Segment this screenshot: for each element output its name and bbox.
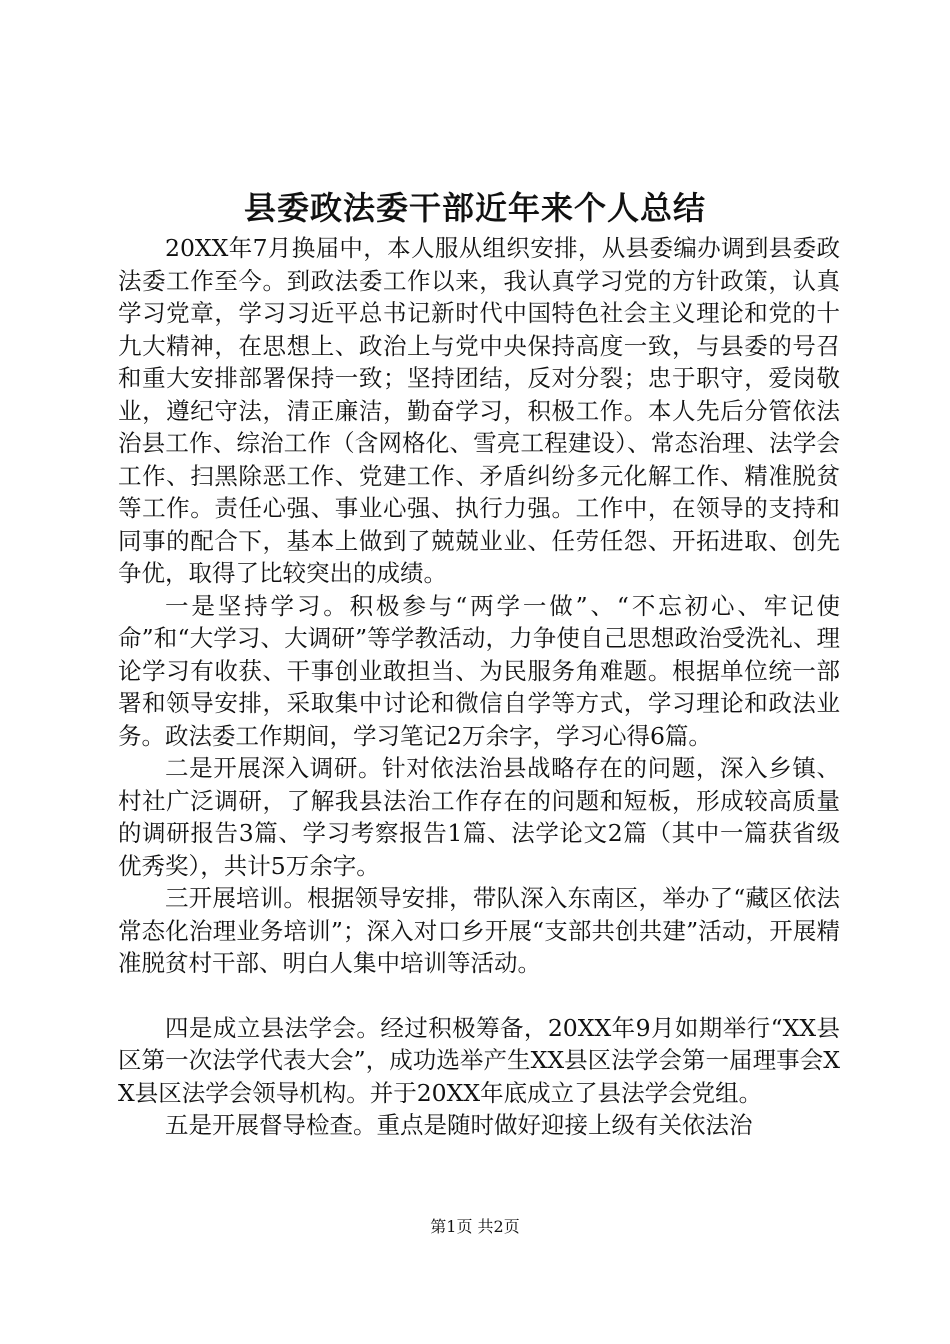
- document-title: 县委政法委干部近年来个人总结: [243, 189, 706, 227]
- paragraph-research: 二是开展深入调研。针对依法治县战略存在的问题，深入乡镇、村社广泛调研，了解我县法治工作存在的问题和短板，形成较高质量的调研报告3篇、学习考察报告1篇、法学论文2篇（其中一篇获省级优秀奖），共计5万余字。: [118, 754, 840, 880]
- paragraph-intro: 20XX年7月换届中，本人服从组织安排，从县委编办调到县委政法委工作至今。到政法委工作以来，我认真学习党的方针政策，认真学习党章，学习习近平总书记新时代中国特色社会主义理论和党的十九大精神，在思想上、政治上与党中央保持高度一致，与县委的号召和重大安排部署保持一致；坚持团结，反对分裂；忠于职守，爱岗敬业，遵纪守法，清正廉洁，勤奋学习，积极工作。本人先后分管依法治县工作、综治工作（含网格化、雪亮工程建设）、常态治理、法学会工作、扫黑除恶工作、党建工作、矛盾纠纷多元化解工作、精准脱贫等工作。责任心强、事业心强、执行力强。工作中，在领导的支持和同事的配合下，基本上做到了兢兢业业、任劳任怨、开拓进取、创先争优，取得了比较突出的成绩。: [118, 234, 840, 587]
- paragraph-study: 一是坚持学习。积极参与“两学一做”、“不忘初心、牢记使命”和“大学习、大调研”等学教活动，力争使自己思想政治受洗礼、理论学习有收获、干事创业敢担当、为民服务角难题。根据单位统一部署和领导安排，采取集中讨论和微信自学等方式，学习理论和政法业务。政法委工作期间，学习笔记2万余字，学习心得6篇。: [118, 591, 840, 750]
- paragraph-inspection: 五是开展督导检查。重点是随时做好迎接上级有关依法治: [165, 1111, 753, 1139]
- paragraph-training: 三开展培训。根据领导安排，带队深入东南区，举办了“藏区依法常态化治理业务培训”；深入对口乡开展“支部共创共建”活动，开展精准脱贫村干部、明白人集中培训等活动。: [118, 884, 840, 977]
- paragraph-law-society: 四是成立县法学会。经过积极筹备，20XX年9月如期举行“XX县区第一次法学代表大会”，成功选举产生XX县区法学会第一届理事会XX县区法学会领导机构。并于20XX年底成立了县法学会党组。: [118, 1013, 840, 1107]
- page-number-footer: 第1页 共2页: [430, 1217, 520, 1236]
- paragraph-spacer: [118, 980, 840, 1012]
- document-body: [118, 232, 840, 1142]
